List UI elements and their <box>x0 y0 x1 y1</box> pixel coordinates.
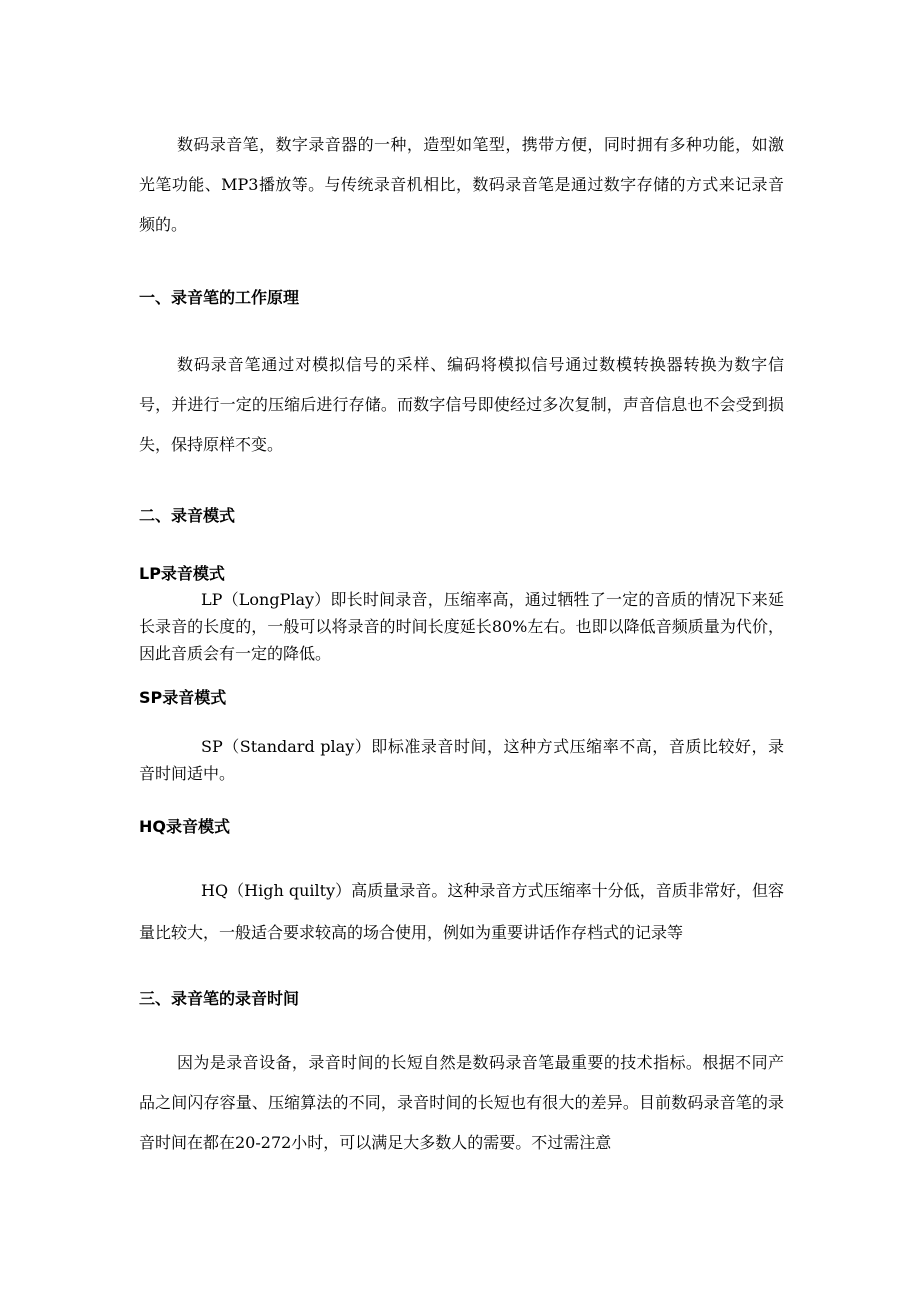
sp-mode <box>139 686 784 710</box>
hq-mode-paragraph: HQ（High quilty）高质量录音。这种录音方式压缩率十分低，音质非常好，但容量比较大，一般适合要求较高的场合使用，例如为重要讲话作存档式的记录等 <box>139 881 784 942</box>
sp-mode-paragraph: SP（Standard play）即标准录音时间，这种方式压缩率不高，音质比较好，录音时间适中。 <box>139 737 784 783</box>
section-3 <box>139 987 784 1011</box>
section-2 <box>139 504 784 528</box>
intro-section <box>139 125 784 245</box>
intro-paragraph: 数码录音笔，数字录音器的一种，造型如笔型，携带方便，同时拥有多种功能，如激光笔功能、MP3播放等。与传统录音机相比，数码录音笔是通过数字存储的方式来记录音频的。 <box>139 135 784 234</box>
hq-mode <box>139 815 784 839</box>
section-3-paragraph: 因为是录音设备，录音时间的长短自然是数码录音笔最重要的技术指标。根据不同产品之间闪存容量、压缩算法的不同，录音时间的长短也有很大的差异。目前数码录音笔的录音时间在都在20-272小时，可以满足大多数人的需要。不过需注意 <box>139 1053 784 1152</box>
section-2-title: 二、录音模式 <box>139 506 236 525</box>
section-1-body <box>139 345 784 465</box>
section-1-title: 一、录音笔的工作原理 <box>139 288 300 307</box>
sp-mode-body <box>139 733 784 787</box>
section-3-title: 三、录音笔的录音时间 <box>139 989 300 1008</box>
section-1 <box>139 286 784 310</box>
lp-mode-paragraph: LP（LongPlay）即长时间录音，压缩率高，通过牺牲了一定的音质的情况下来延长录音的长度的，一般可以将录音的时间长度延长80%左右。也即以降低音频质量为代价，因此音质会有一定的降低。 <box>139 590 784 663</box>
lp-mode <box>139 562 784 667</box>
hq-mode-title: HQ录音模式 <box>139 817 230 836</box>
section-1-paragraph: 数码录音笔通过对模拟信号的采样、编码将模拟信号通过数模转换器转换为数字信号，并进行一定的压缩后进行存储。而数字信号即使经过多次复制，声音信息也不会受到损失，保持原样不变。 <box>139 355 784 454</box>
sp-mode-title: SP录音模式 <box>139 688 227 707</box>
lp-mode-title: LP录音模式 <box>139 564 225 583</box>
section-3-body <box>139 1043 784 1163</box>
hq-mode-body <box>139 870 784 954</box>
